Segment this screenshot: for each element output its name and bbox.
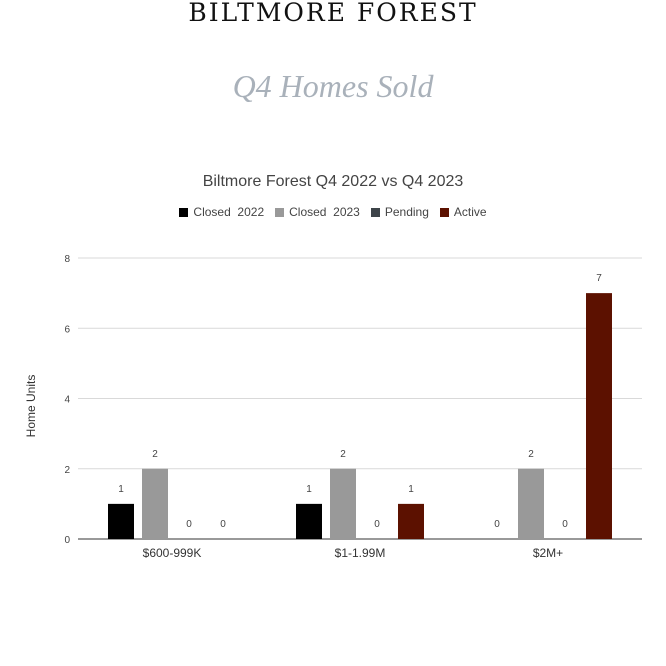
data-label: 2 — [340, 448, 346, 460]
chart-title: Biltmore Forest Q4 2022 vs Q4 2023 — [202, 173, 464, 190]
legend-label: Pending — [384, 205, 429, 219]
page-subtitle: Q4 Homes Sold — [232, 68, 434, 104]
brand-title: BILTMORE FOREST — [188, 0, 478, 27]
data-label: 0 — [374, 519, 380, 530]
y-tick-label: 4 — [64, 394, 70, 406]
y-tick-label: 0 — [64, 535, 70, 546]
bar — [398, 504, 424, 539]
y-axis-label: Home Units — [24, 374, 38, 438]
x-tick-label: $2M+ — [532, 546, 564, 560]
data-label: 2 — [152, 448, 158, 460]
bar — [108, 504, 134, 539]
data-label: 0 — [220, 519, 226, 530]
data-label: 0 — [562, 519, 568, 530]
data-label: 2 — [528, 448, 534, 460]
data-label: 0 — [494, 519, 500, 530]
legend-label: Closed 2023 — [289, 205, 360, 219]
bar — [142, 469, 168, 539]
legend-label: Active — [453, 205, 487, 219]
x-tick-label: $1-1.99M — [334, 546, 386, 560]
x-tick-label: $600-999K — [142, 546, 202, 560]
y-tick-label: 8 — [64, 254, 70, 265]
data-label: 7 — [596, 273, 602, 285]
legend-label: Closed 2022 — [193, 205, 265, 219]
bar — [586, 293, 612, 539]
bar — [296, 504, 322, 539]
data-label: 1 — [408, 483, 414, 495]
data-label: 0 — [186, 519, 192, 530]
y-tick-label: 2 — [64, 464, 70, 476]
data-label: 1 — [306, 483, 312, 495]
bar — [518, 469, 544, 539]
bar — [330, 469, 356, 539]
data-label: 1 — [118, 483, 124, 495]
y-tick-label: 6 — [64, 324, 70, 336]
